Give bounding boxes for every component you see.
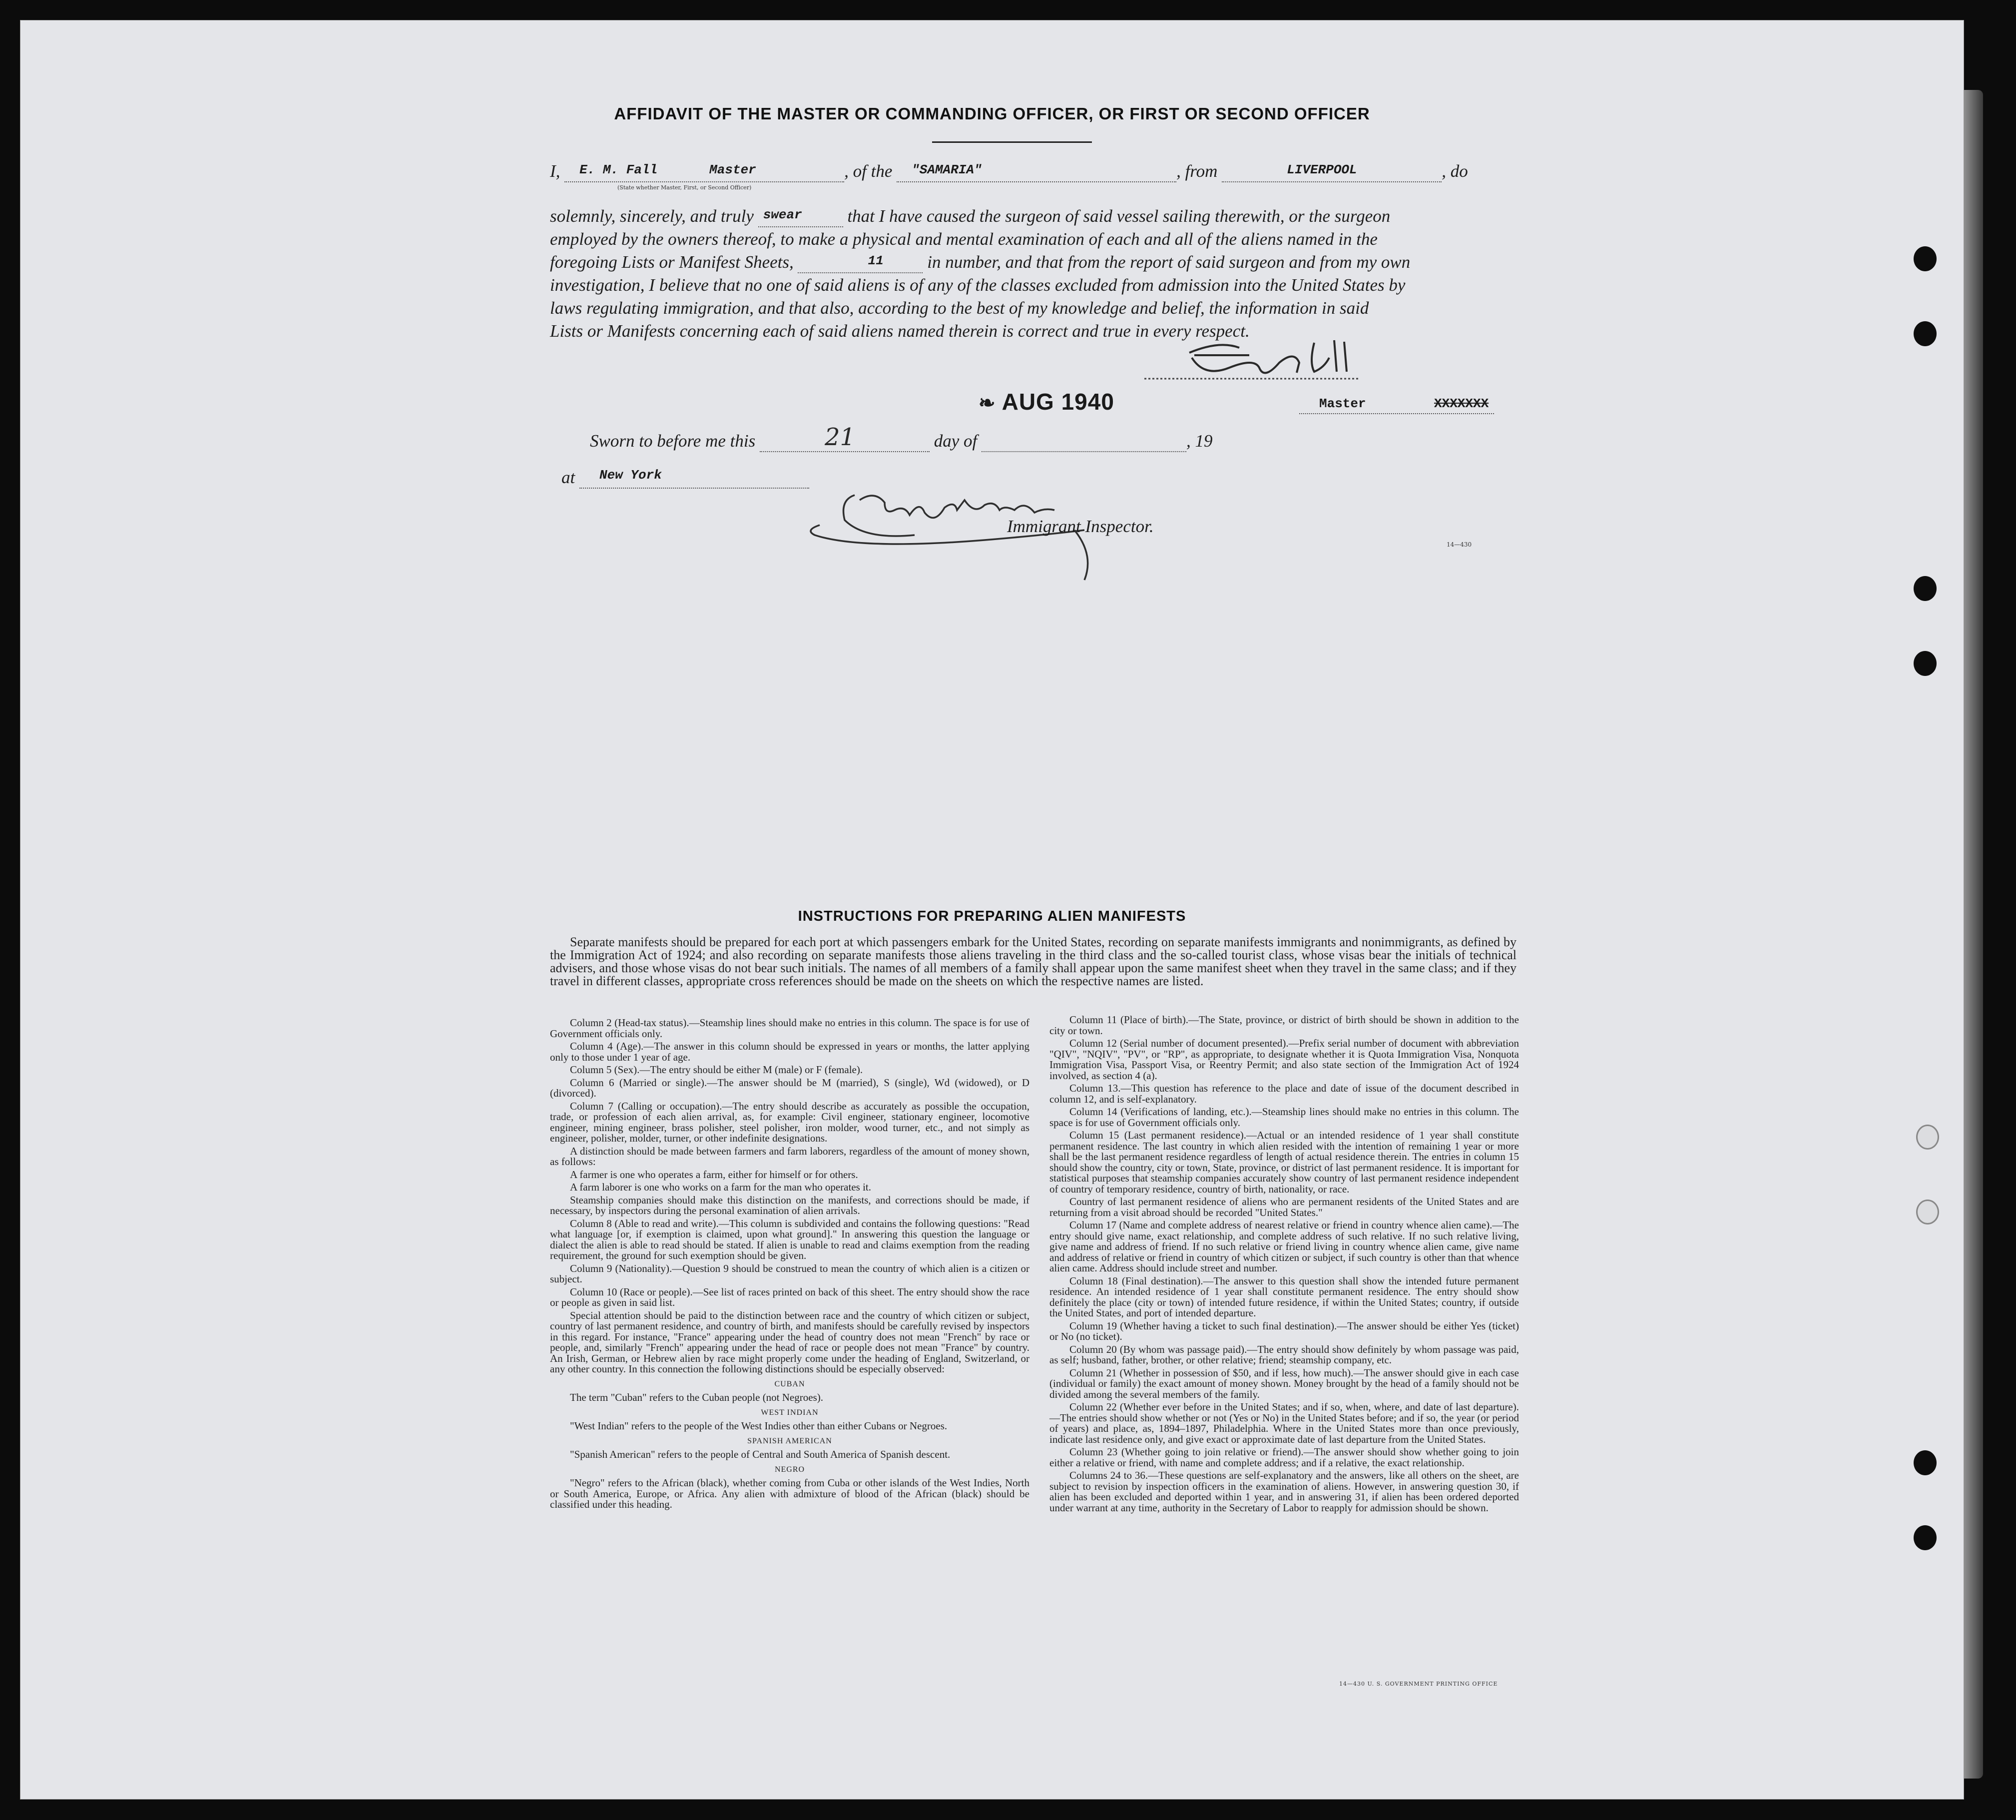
sworn-text: Sworn to before me this (590, 431, 756, 451)
officer-rank: Master (709, 162, 756, 177)
manifest-sheets-text: foregoing Lists or Manifest Sheets, (550, 252, 794, 272)
binder-hole (1914, 576, 1937, 601)
of-the-label: , of the (844, 161, 893, 181)
col-22-text: Column 22 (Whether ever before in the United States; and if so, when, where, and date of last departure).—The entries should show whether or not (Yes or No) in the United States before; and if so, the year (or period of years) and place, as, 1894–1897, Philadelphia. Where in the United States more than once previously, indicate last residence only, and give exact or approximate date of last departure from the United States. (1049, 1401, 1519, 1445)
affidavit-line-7: Lists or Manifests concerning each of said aliens named therein is correct and true in every respect. (550, 321, 1250, 341)
col-10-text: Column 10 (Race or people).—See list of races printed on back of this sheet. The entry should show the race or people as given in said list. (550, 1285, 1029, 1308)
col-15-text: Column 15 (Last permanent residence).—Actual or an intended residence of 1 year shall constitute permanent residence. The last country in which alien resided with the intention of remaining 1 year or more shall be the last permanent residence regardless of length of actual residence therein. The entries in column 15 should show the country, city or town, State, province, or district of last permanent residence. It is important for statistical purposes that steamship companies accurately show country of last permanent residence independent of country of temporary residence, country of birth, nationality, or race. (1049, 1129, 1519, 1195)
race-distinction-text: Special attention should be paid to the distinction between race and the country of which citizen or subject, country of last permanent residence, and country of birth, and manifests should be carefully revised by inspectors in this regard. For instance, "France" appearing under the head of country does not mean "French" by race or people, and, similarly "French" appearing under the head of race or people does not mean "France" by country. An Irish, German, or Hebrew alien by race might properly come under the heading of England, Switzerland, or any other country. In this connection the following distinctions should be especially observed: (550, 1309, 1029, 1375)
col-7-text: Column 7 (Calling or occupation).—The entry should describe as accurately as possible the occupation, trade, or profession of each alien arrival, as, for example: Civil engineer, stationary engineer, locomotive engineer, mining engineer, brass polisher, steel polisher, iron molder, wood turner, etc., and not simply as engineer, polisher, molder, turner, or other indefinite designations. (550, 1100, 1029, 1144)
residence-us-text: Country of last permanent residence of aliens who are permanent residents of the United States and are returning from a visit abroad should be recorded "United States." (1049, 1196, 1519, 1218)
stamp-date-text: AUG 1940 (1002, 389, 1114, 415)
col-23-text: Column 23 (Whether going to join relative or friend).—The answer should show whether going to join either a relative or friend, with name and complete address; and if a relative, the exact relationship. (1049, 1446, 1519, 1469)
affidavit-line-6: laws regulating immigration, and that also, according to the best of my knowledge and belief, the information in said (550, 298, 1369, 318)
affidavit-line-5: investigation, I believe that no one of said aliens is of any of the classes excluded from admission into the United States by (550, 275, 1406, 295)
binder-hole-reinforced (1916, 1125, 1939, 1150)
cuban-heading: CUBAN (774, 1379, 805, 1388)
inspector-title: Immigrant Inspector. (1007, 517, 1154, 536)
instructions-intro (550, 936, 1516, 990)
departure-port: LIVERPOOL (1287, 162, 1357, 177)
struck-title: XXXXXXX (1434, 396, 1489, 411)
steamship-text: Steamship companies should make this distinction on the manifests, and corrections should be made, if necessary, by inspectors during the personal examination of alien arrivals. (550, 1194, 1029, 1216)
col-19-text: Column 19 (Whether having a ticket to such final destination).—The answer should be either Yes (ticket) or No (no ticket). (1049, 1319, 1519, 1342)
in-number-text: in number, and that from the report of said surgeon and from my own (927, 252, 1411, 272)
col-8-text: Column 8 (Able to read and write).—This column is subdivided and contains the following questions: "Read what language [or, if exemption is claimed, upon what ground]." In answering this question the language or dialect the alien is able to read should be stated. If alien is unable to read and claims exemption from the reading requirement, the ground for such exemption should be given. (550, 1217, 1029, 1261)
cuban-text: The term "Cuban" refers to the Cuban people (not Negroes). (570, 1391, 823, 1403)
col-18-text: Column 18 (Final destination).—The answer to this question shall show the intended future permanent residence. An intended residence of 1 year shall constitute permanent residence. The entry should show definitely the place (city or town) of intended future residence, if within the United States; country, if outside the United States, and port of intended departure. (1049, 1274, 1519, 1319)
document-page (20, 20, 1964, 1800)
col-4-text: Column 4 (Age).—The answer in this column should be expressed in years or months, the latter applying only to those under 1 year of age. (550, 1040, 1029, 1063)
master-signature (1144, 333, 1404, 388)
col-24-36-text: Columns 24 to 36.—These questions are self-explanatory and the answers, like all others on the sheet, are subject to revision by inspection officers in the examination of aliens. However, in answering question 30, if alien has been excluded and deported within 1 year, and in answering 31, if alien has been ordered deported under warrant at any time, authority in the Secretary of Labor to reapply for admission should be shown. (1049, 1469, 1519, 1514)
affidavit-line-2 (550, 206, 1390, 227)
instructions-left-column (550, 1018, 1029, 1512)
col-14-text: Column 14 (Verifications of landing, etc.).—Steamship lines should make no entries in this column. The space is for use of Government officials only. (1049, 1106, 1519, 1129)
col-12-text: Column 12 (Serial number of document presented).—Prefix serial number of document with abbreviation "QIV", "NQIV", "PV", or "RP", as appropriate, to designate whether it is Quota Immigration Visa, Nonquota Immigration Visa, Passport Visa, or Reentry Permit; and also state section of the Immigration Act of 1924 involved, as section 4 (a). (1049, 1037, 1519, 1082)
affidavit-line-1 (550, 161, 1468, 182)
west-indian-text: "West Indian" refers to the people of the West Indies other than either Cubans or Negroes. (570, 1420, 948, 1432)
solemnly-text: solemnly, sincerely, and truly (550, 206, 754, 226)
farm-laborer-text: A farm laborer is one who works on a farm for the man who operates it. (570, 1181, 871, 1193)
surgeon-text: that I have caused the surgeon of said vessel sailing therewith, or the surgeon (847, 206, 1391, 226)
col-6-text: Column 6 (Married or single).—The answer should be M (married), S (single), Wd (widowed), or D (divorced). (550, 1076, 1029, 1099)
form-number: 14—430 (1447, 541, 1472, 548)
col-20-text: Column 20 (By whom was passage paid).—The entry should show definitely by whom passage was paid, as self; husband, father, brother, or other relative; friend; steamship company, etc. (1049, 1343, 1519, 1366)
binder-hole-reinforced (1916, 1200, 1939, 1224)
sworn-place: New York (599, 468, 662, 483)
west-indian-heading: WEST INDIAN (761, 1408, 819, 1417)
binder-hole (1914, 1450, 1937, 1475)
binder-hole (1914, 321, 1937, 346)
affidavit-line-4 (550, 252, 1410, 273)
officer-name: E. M. Fall (579, 162, 658, 177)
col-11-text: Column 11 (Place of birth).—The State, province, or district of birth should be shown in addition to the city or town. (1049, 1014, 1519, 1037)
farmer-text: A farmer is one who operates a farm, either for himself or for others. (570, 1168, 858, 1181)
col-5-text: Column 5 (Sex).—The entry should be either M (male) or F (female). (570, 1064, 863, 1076)
intro-paragraph: Separate manifests should be prepared for each port at which passengers embark for the United States, recording on separate manifests immigrants and nonimmigrants, as defined by the Immigration Act of 1924; and also recording on separate manifests those aliens traveling in the third class and the so-called tourist class, whose visas bear the initials of technical advisers, and those whose visas do not bear such initials. The names of all members of a family shall appear upon the same manifest sheet when they travel in the same class; and if they travel in different classes, appropriate cross references should be made on the sheets on which the respective names are listed. (550, 935, 1516, 988)
binder-hole (1914, 1525, 1937, 1550)
vessel-name: "SAMARIA" (912, 162, 982, 177)
from-label: , from (1176, 161, 1218, 181)
affidavit-title: AFFIDAVIT OF THE MASTER OR COMMANDING OFFICER, OR FIRST OR SECOND OFFICER (614, 104, 1370, 123)
instructions-title: INSTRUCTIONS FOR PREPARING ALIEN MANIFESTS (798, 908, 1186, 924)
oath-word: swear (763, 207, 802, 222)
at-label: at (561, 468, 575, 487)
at-line (561, 468, 809, 489)
title-rule (932, 141, 1092, 143)
col-17-text: Column 17 (Name and complete address of nearest relative or friend in country whence alien came).—The entry should give name, exact relationship, and complete address of such relative. If no such relative living, give name and address of friend. If no such relative or friend living in country whence alien came, give name and address of relative or friend in country of which citizen or subject, if such country is other than that whence alien came. Address should include street and number. (1049, 1219, 1519, 1274)
col-13-text: Column 13.—This question has reference to the place and date of issue of the document described in column 12, and is self-explanatory. (1049, 1082, 1519, 1105)
year-text: , 19 (1186, 431, 1213, 451)
farm-distinction-text: A distinction should be made between farmers and farm laborers, regardless of the amount of money shown, as follows: (550, 1145, 1029, 1168)
date-stamp: ❧ AUG 1940 (979, 389, 1114, 415)
sworn-line (590, 423, 1213, 452)
sheets-count: 11 (868, 253, 884, 268)
printing-office-footer: 14—430 U. S. GOVERNMENT PRINTING OFFICE (1339, 1681, 1498, 1687)
signer-title: Master (1319, 396, 1366, 411)
state-note: (State whether Master, First, or Second Officer) (617, 184, 752, 191)
sworn-day: 21 (824, 423, 856, 451)
binder-hole (1914, 246, 1937, 271)
negro-heading: NEGRO (774, 1465, 805, 1474)
spanish-american-heading: SPANISH AMERICAN (747, 1436, 832, 1445)
spanish-american-text: "Spanish American" refers to the people of Central and South America of Spanish descent. (570, 1448, 951, 1460)
i-label: I, (550, 161, 560, 181)
col-9-text: Column 9 (Nationality).—Question 9 should be construed to mean the country of which alien is a citizen or subject. (550, 1262, 1029, 1285)
do-label: , do (1442, 161, 1468, 181)
instructions-right-column (1049, 1015, 1519, 1515)
binder-hole (1914, 651, 1937, 676)
negro-text: "Negro" refers to the African (black), whether coming from Cuba or other islands of the West Indies, North or South America, Europe, or Africa. Any alien with admixture of blood of the African (black) should be classified under this heading. (550, 1477, 1029, 1510)
col-2-text: Column 2 (Head-tax status).—Steamship lines should make no entries in this column. The space is for use of Government officials only. (550, 1017, 1029, 1040)
col-21-text: Column 21 (Whether in possession of $50, and if less, how much).—The answer should give in each case (individual or family) the exact amount of money shown. Money brought by the head of a family should not be divided among the several members of the family. (1049, 1366, 1519, 1400)
signer-line (1299, 413, 1494, 414)
day-of-text: day of (934, 431, 978, 451)
affidavit-line-3: employed by the owners thereof, to make a physical and mental examination of each and all of the aliens named in the (550, 229, 1378, 249)
